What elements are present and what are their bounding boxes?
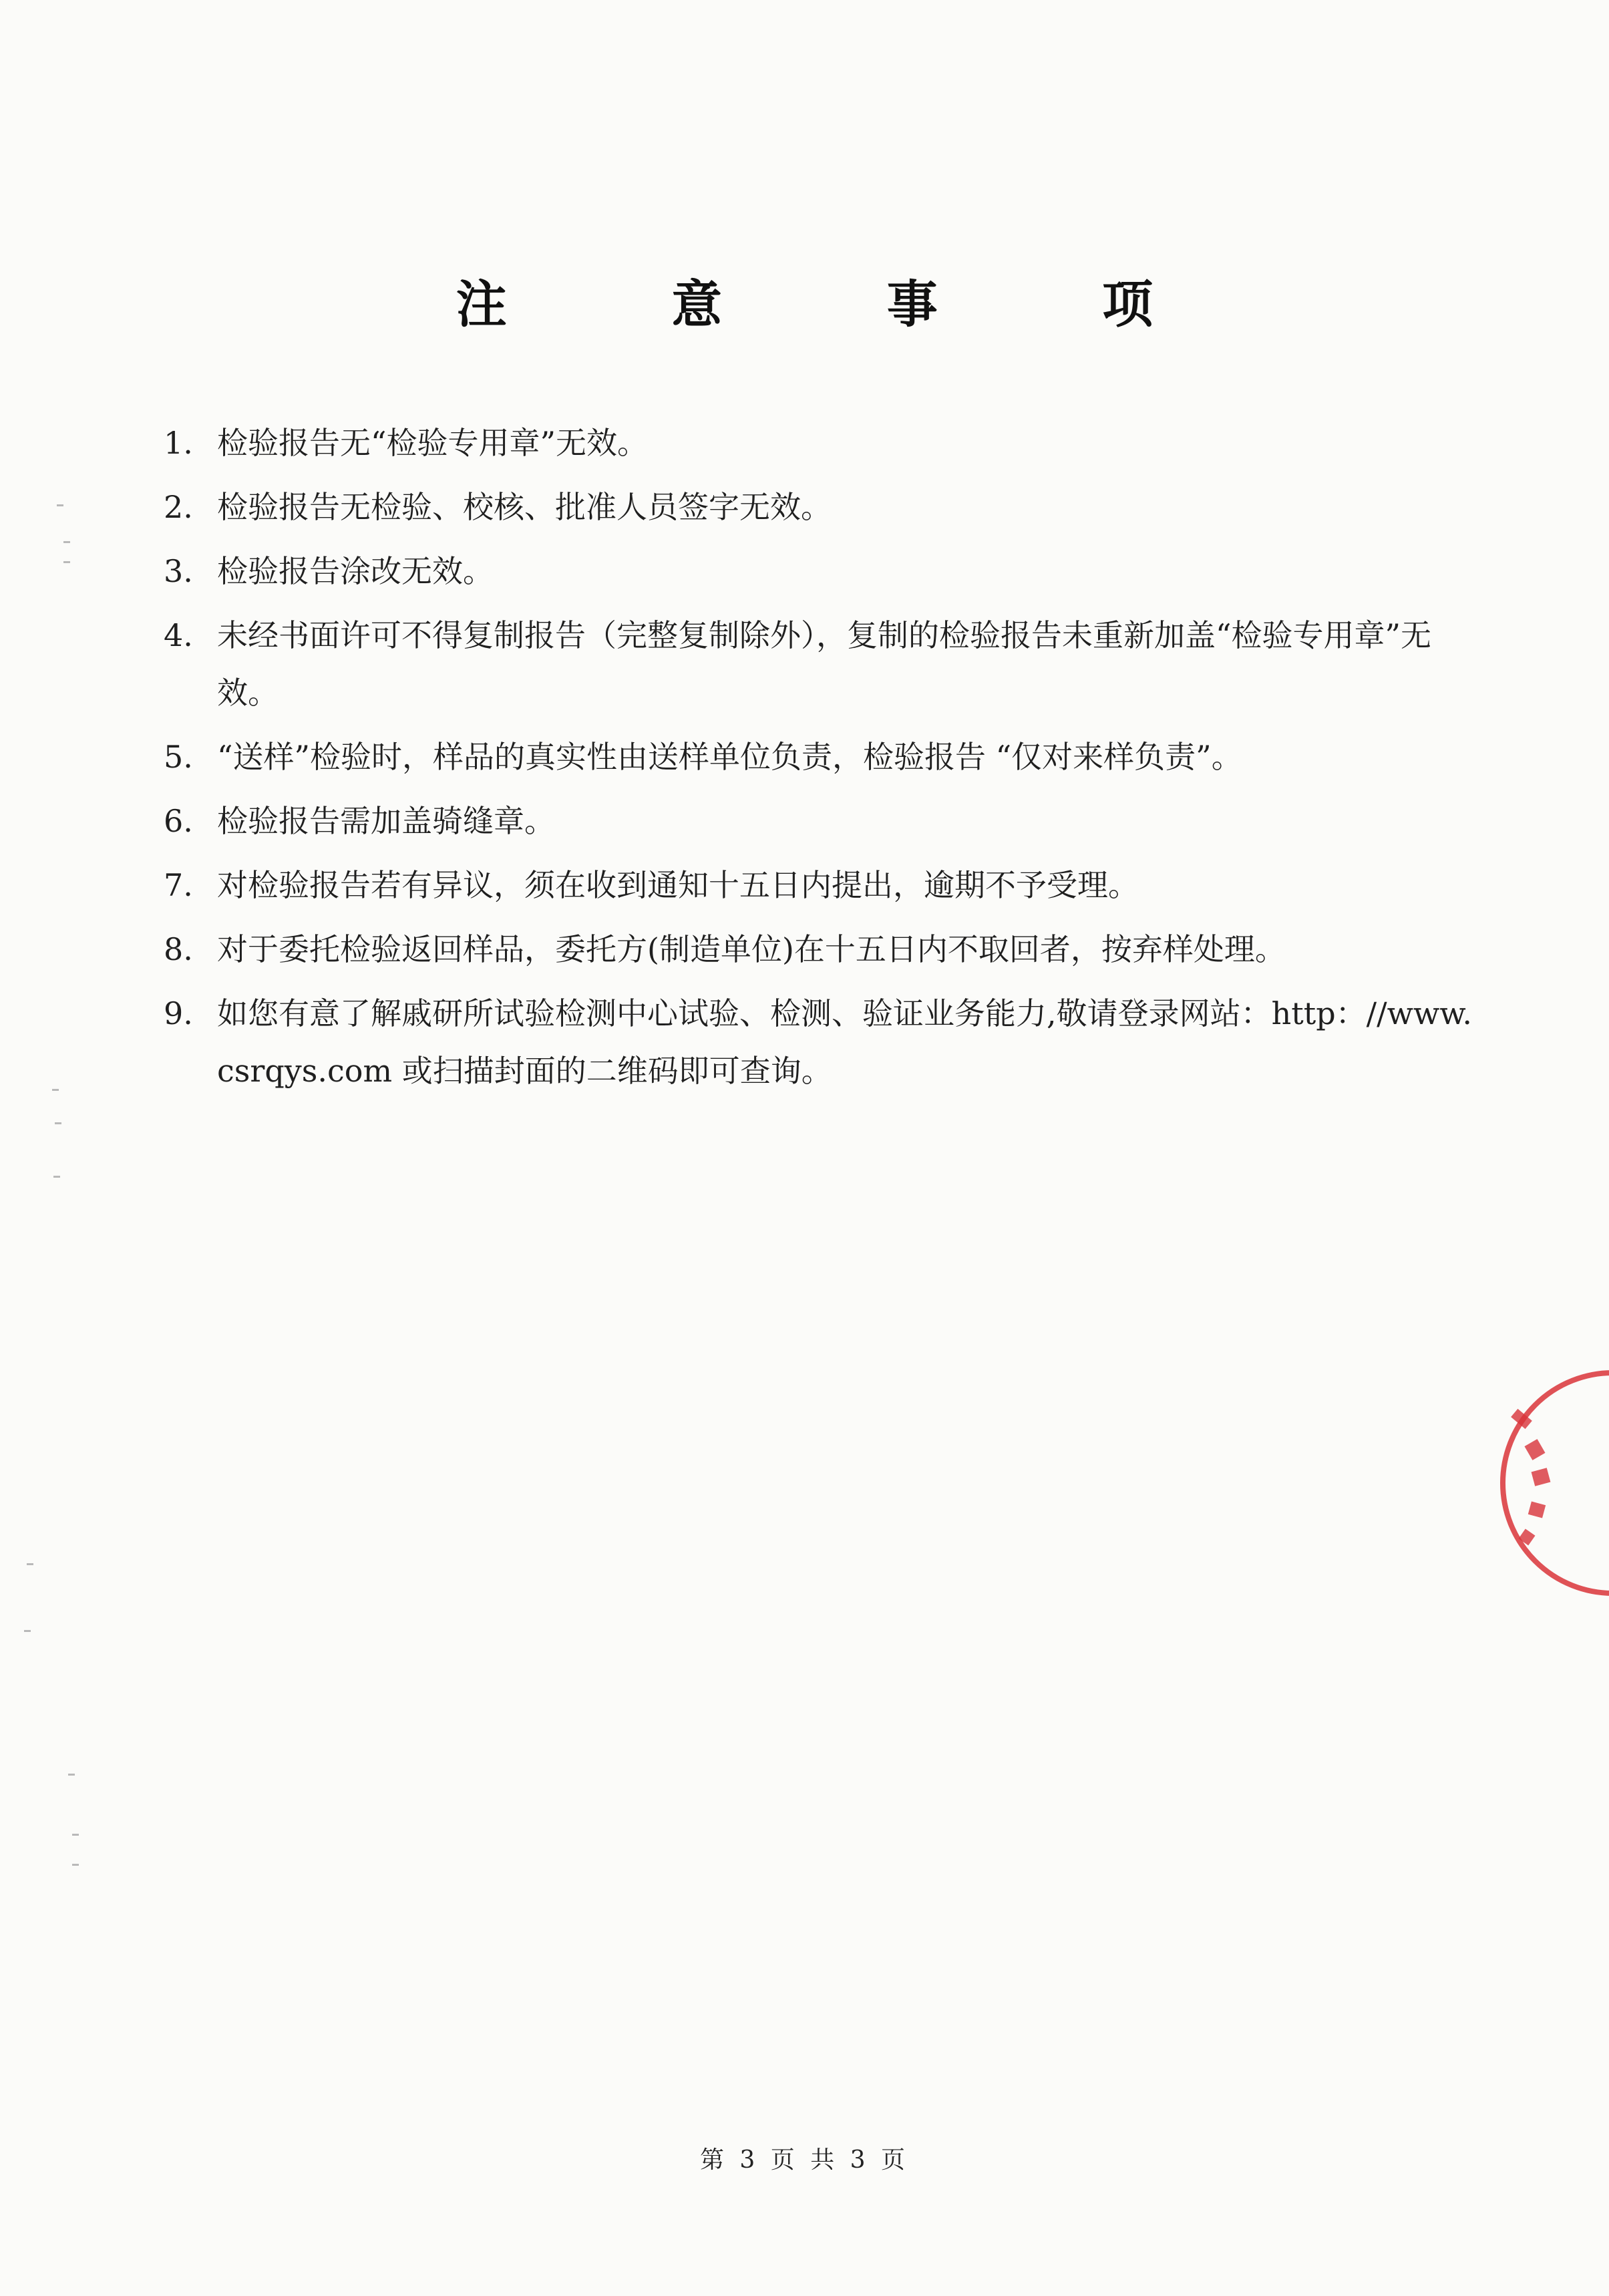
margin-mark [63,561,70,563]
list-item [164,728,1486,786]
official-seal-icon [1493,1363,1609,1603]
note-text: 检验报告无检验、校核、批准人员签字无效。 [217,489,832,525]
note-number: 9. [164,995,193,1031]
margin-mark [72,1834,79,1836]
note-number: 8. [164,931,193,967]
note-text: “送样”检验时，样品的真实性由送样单位负责，检验报告 “仅对来样负责”。 [217,739,1242,775]
margin-mark [63,541,70,543]
note-number: 6. [164,803,193,839]
note-number: 3. [164,553,193,589]
margin-mark [55,1122,61,1124]
list-item [164,792,1486,850]
note-number: 7. [164,867,193,903]
margin-mark [24,1630,31,1632]
list-item [164,414,1486,472]
note-number: 5. [164,739,193,775]
note-number: 4. [164,617,193,653]
list-item [164,856,1486,914]
margin-mark [72,1864,79,1866]
note-text: 未经书面许可不得复制报告（完整复制除外），复制的检验报告未重新加盖“检验专用章”无效。 [217,617,1432,711]
page-footer: 第 3 页 共 3 页 [699,2146,910,2174]
list-item [164,542,1486,600]
note-number: 2. [164,489,193,525]
list-item [164,921,1486,978]
margin-mark [57,504,63,506]
note-text: 检验报告需加盖骑缝章。 [217,803,555,839]
list-item [164,478,1486,536]
note-number: 1. [164,425,193,461]
margin-mark [52,1089,59,1091]
note-text: 检验报告涂改无效。 [217,553,494,589]
margin-mark [53,1176,60,1178]
page-title: 注 意 事 项 [456,275,1227,334]
note-text: 检验报告无“检验专用章”无效。 [217,425,649,461]
notes-list [164,414,1486,1106]
note-text: 对检验报告若有异议，须在收到通知十五日内提出，逾期不予受理。 [217,867,1139,903]
note-text: 如您有意了解戚研所试验检测中心试验、检测、验证业务能力,敬请登录网站：http：//www.csrqys.com 或扫描封面的二维码即可查询。 [217,995,1472,1089]
list-item [164,607,1486,721]
note-text: 对于委托检验返回样品，委托方(制造单位)在十五日内不取回者，按弃样处理。 [217,931,1286,967]
margin-mark [27,1563,33,1565]
margin-mark [68,1774,75,1776]
list-item [164,985,1486,1100]
